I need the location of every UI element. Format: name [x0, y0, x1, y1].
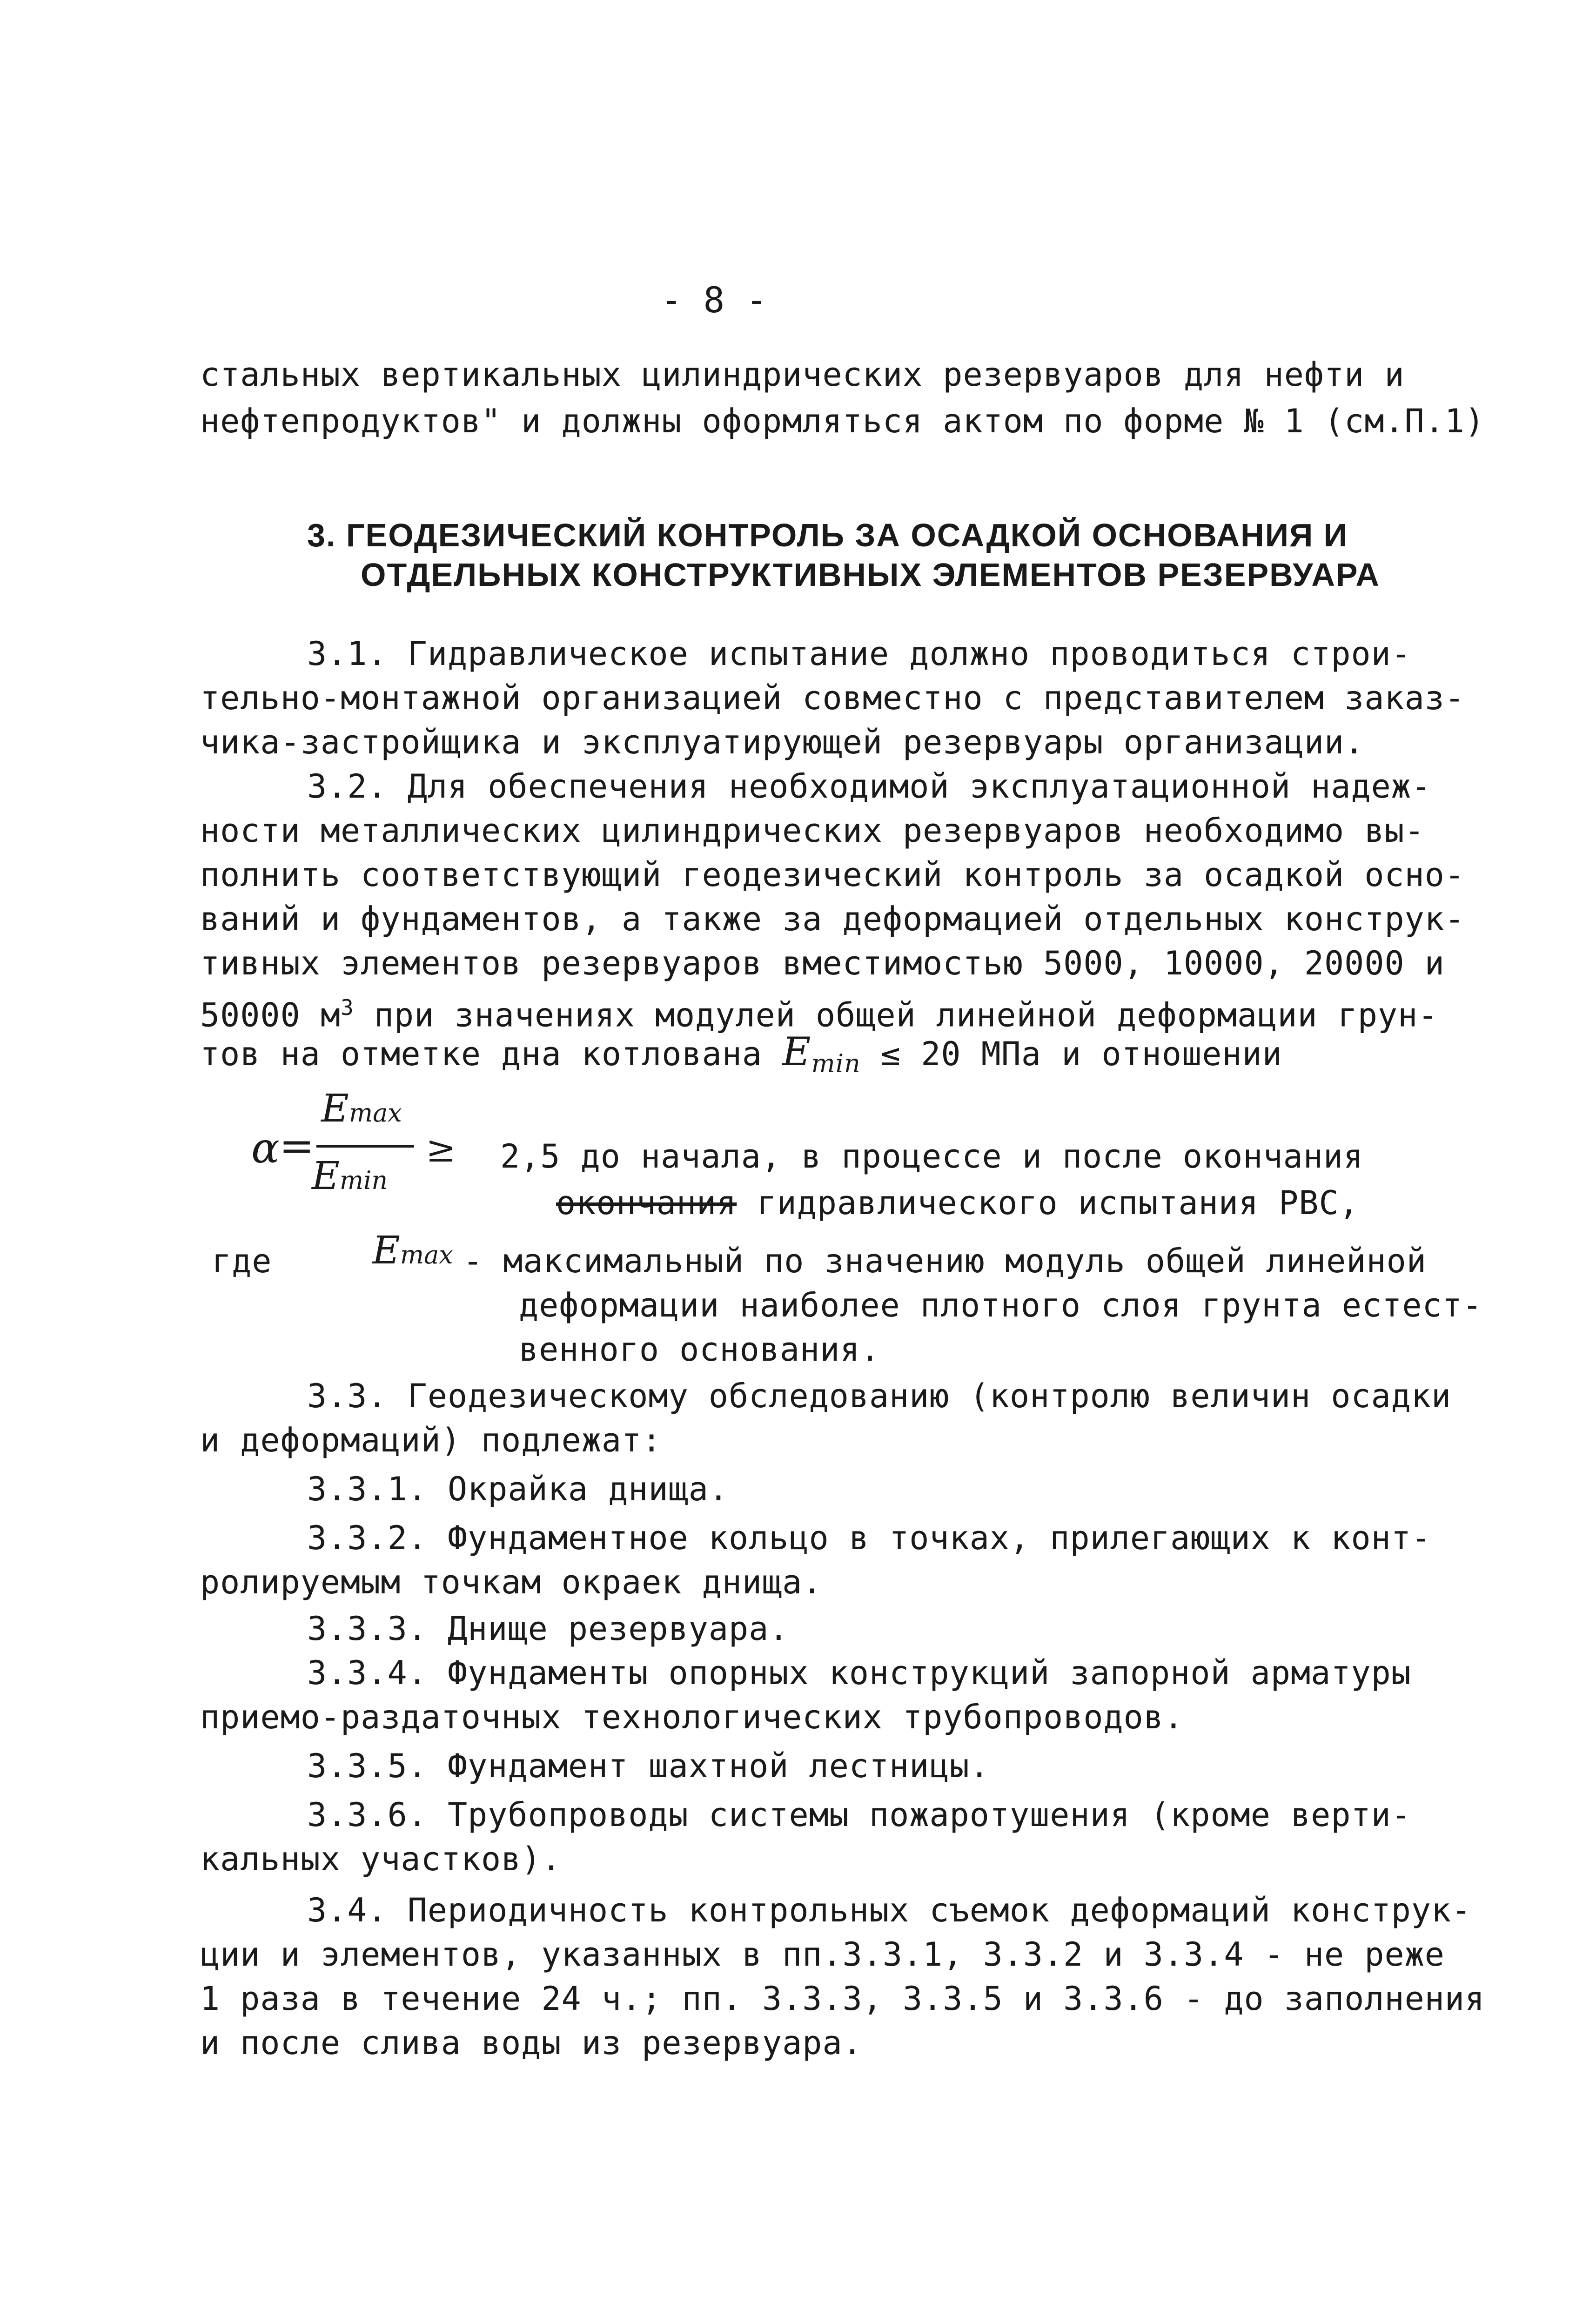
p32-line-1: 3.2. Для обеспечения необходимой эксплуатационной надеж- [307, 767, 1432, 806]
p32-line-7 [200, 1031, 1282, 1085]
denominator-subscript: min [339, 1166, 388, 1195]
fraction-numerator [321, 1087, 402, 1131]
p33-item-5: 3.3.5. Фундамент шахтной лестницы. [307, 1747, 990, 1785]
ge-sign: ≥ [426, 1128, 456, 1170]
p34-line-4: и после слива воды из резервуара. [200, 2024, 863, 2062]
intro-line-1: стальных вертикальных цилиндрических резервуаров для нефти и [200, 356, 1405, 394]
formula-condition: 2,5 до начала, в процессе и после окончания [500, 1137, 1364, 1175]
cubic-superscript: 3 [341, 995, 354, 1020]
e-min-symbol: E [782, 1029, 811, 1075]
p32-line-3: полнить соответствующий геодезический контроль за осадкой осно- [200, 856, 1465, 894]
p33-item-3: 3.3.3. Днище резервуара. [307, 1610, 789, 1648]
formula-condition-line-2 [556, 1182, 1359, 1224]
intro-line-2: нефтепродуктов" и должны оформляться актом по форме № 1 (см.П.1) [200, 402, 1485, 440]
p32-line-6 [200, 987, 1438, 1036]
e-max-symbol: E [372, 1229, 400, 1273]
fraction-denominator [312, 1154, 388, 1198]
alpha-symbol: α [251, 1124, 280, 1173]
p33-item-4b: приемо-раздаточных технологических трубопроводов. [200, 1698, 1184, 1736]
p33-item-6b: кальных участков). [200, 1840, 562, 1878]
p33-line-1: 3.3. Геодезическому обследованию (контролю величин осадки [307, 1377, 1452, 1415]
p32-line-6a: 50000 м [200, 996, 341, 1034]
p31-line-3: чика-застройщика и эксплуатирующей резервуары организации. [200, 723, 1365, 761]
e-max-term [372, 1229, 453, 1273]
p32-line-5: тивных элементов резервуаров вместимостью 5000, 10000, 20000 и [200, 944, 1445, 982]
e-min-subscript: min [811, 1049, 861, 1078]
section-title-line-1: 3. ГЕОДЕЗИЧЕСКИЙ КОНТРОЛЬ ЗА ОСАДКОЙ ОСНОВАНИЯ И [307, 517, 1348, 553]
struck-word: окончания [556, 1184, 737, 1222]
section-title-line-2: ОТДЕЛЬНЫХ КОНСТРУКТИВНЫХ ЭЛЕМЕНТОВ РЕЗЕРВУАРА [361, 557, 1380, 593]
p31-line-1: 3.1. Гидравлическое испытание должно проводиться строи- [307, 635, 1411, 673]
e-max-subscript: max [400, 1240, 453, 1269]
equals-sign: = [279, 1122, 315, 1170]
numerator-subscript: max [349, 1098, 402, 1128]
p34-line-3: 1 раза в течение 24 ч.; пп. 3.3.3, 3.3.5 и 3.3.6 - до заполнения [200, 1980, 1485, 2018]
page-number: - 8 - [661, 279, 767, 321]
p32-line-2: ности металлических цилиндрических резервуаров необходимо вы- [200, 812, 1425, 850]
p32-line-4: ваний и фундаментов, а также за деформацией отдельных конструк- [200, 900, 1465, 938]
p34-line-2: ции и элементов, указанных в пп.3.3.1, 3.3.2 и 3.3.4 - не реже [200, 1935, 1445, 1974]
p33-item-6a: 3.3.6. Трубопроводы системы пожаротушения (кроме верти- [307, 1796, 1411, 1834]
p33-item-2b: ролируемым точкам окраек днища. [200, 1563, 823, 1601]
p33-item-1: 3.3.1. Окрайка днища. [307, 1470, 729, 1508]
p33-line-2: и деформаций) подлежат: [200, 1421, 662, 1459]
where-label: где [212, 1242, 272, 1280]
p32-line-7a: тов на отметке дна котлована [200, 1035, 783, 1073]
fraction-bar [316, 1145, 414, 1148]
where-line-3: венного основания. [519, 1330, 880, 1369]
formula-condition-rest: гидравлического испытания РВС, [737, 1184, 1359, 1222]
where-line-1: - максимальный по значению модуль общей линейной [463, 1242, 1427, 1280]
p32-line-6b: при значениях модулей общей линейной деформации грун- [354, 996, 1438, 1034]
p33-item-4a: 3.3.4. Фундаменты опорных конструкций запорной арматуры [307, 1654, 1411, 1692]
p31-line-2: тельно-монтажной организацией совместно с представителем заказ- [200, 679, 1465, 717]
where-line-2: деформации наиболее плотного слоя грунта естест- [519, 1286, 1482, 1324]
p33-item-2a: 3.3.2. Фундаментное кольцо в точках, прилегающих к конт- [307, 1519, 1432, 1557]
denominator-e: E [312, 1154, 340, 1198]
p34-line-1: 3.4. Периодичность контрольных съемок деформаций конструк- [307, 1891, 1472, 1929]
numerator-e: E [321, 1087, 349, 1131]
p32-line-7b: ≤ 20 МПа и отношении [860, 1035, 1282, 1073]
